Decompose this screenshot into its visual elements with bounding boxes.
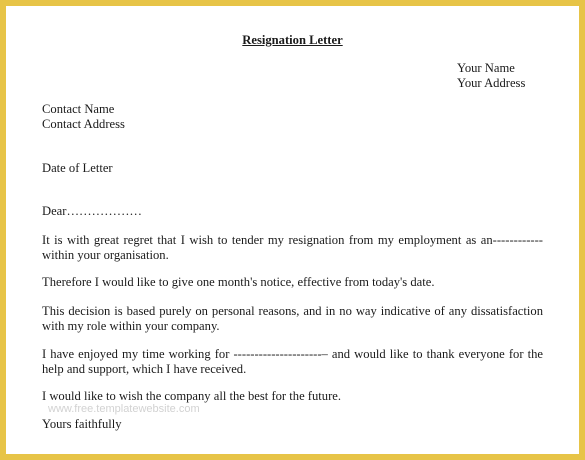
closing: Yours faithfully [42, 417, 122, 431]
contact-address: Contact Address [42, 117, 125, 131]
paragraph-best-wishes: I would like to wish the company all the best for the future. [42, 389, 342, 403]
contact-name: Contact Name [42, 102, 115, 116]
watermark: www.free.templatewebsite.com [48, 403, 200, 415]
salutation: Dear……………… [42, 204, 143, 218]
sender-name: Your Name [457, 61, 515, 75]
sender-address: Your Address [457, 76, 526, 90]
paragraph-notice: Therefore I would like to give one month's notice, effective from today's date. [42, 275, 435, 289]
paragraph-reasons: This decision is based purely on personal reasons, and in no way indicative of any dissatisfaction with my role within your company. [42, 304, 543, 333]
letter-title: Resignation Letter [242, 33, 343, 47]
letter-page [6, 6, 579, 454]
letter-date: Date of Letter [42, 161, 113, 175]
paragraph-resignation: It is with great regret that I wish to tender my resignation from my employment as an------------ within your organisation. [42, 233, 543, 262]
sender-block [457, 61, 525, 91]
recipient-block [42, 102, 125, 132]
paragraph-thanks: I have enjoyed my time working for ---------------------– and would like to thank everyone for the help and support, which I have received. [42, 347, 543, 376]
